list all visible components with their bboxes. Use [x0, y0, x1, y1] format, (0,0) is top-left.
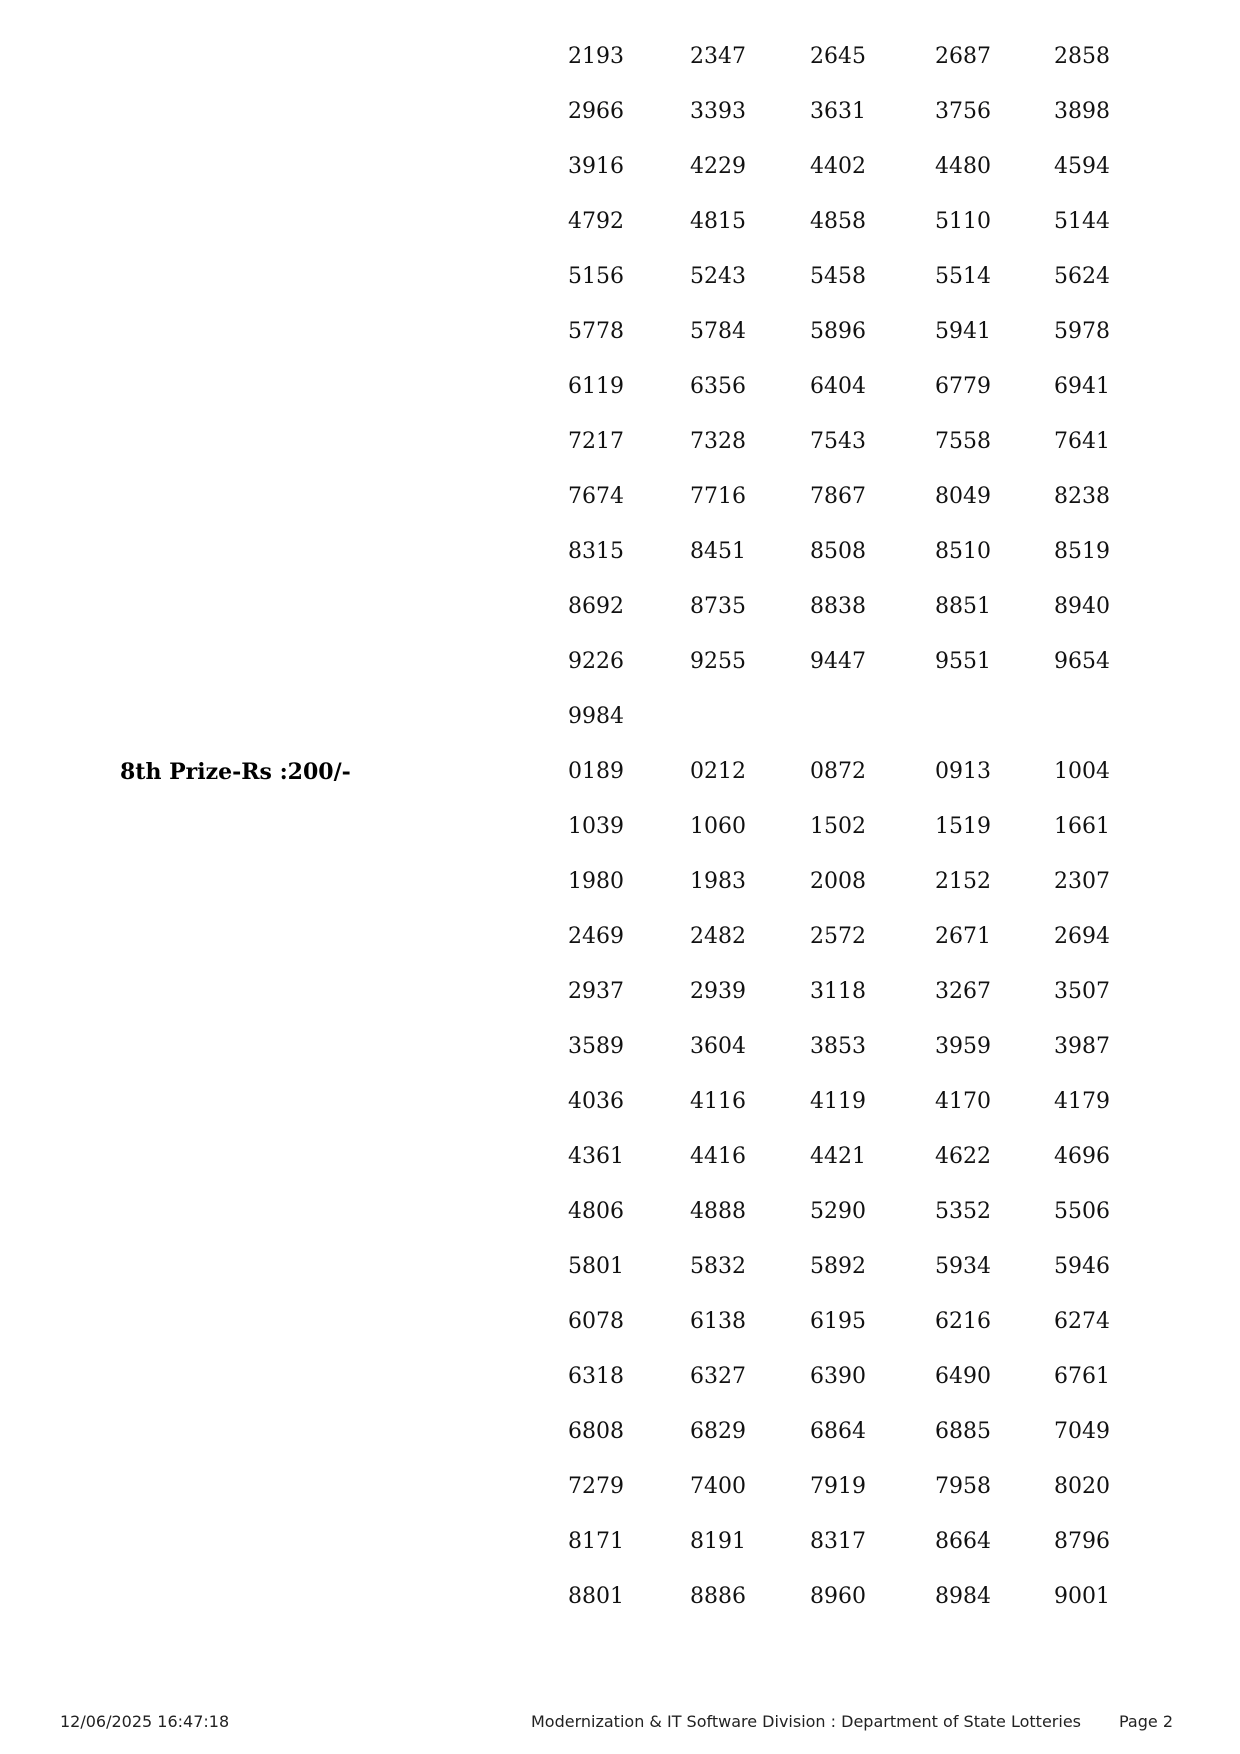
winning-number: 6138 [690, 1309, 746, 1334]
winning-number: 6119 [568, 374, 624, 399]
number-row [0, 1250, 1240, 1305]
winning-number: 8508 [810, 539, 866, 564]
number-row [0, 700, 1240, 755]
number-row [0, 150, 1240, 205]
number-row [0, 975, 1240, 1030]
number-row [0, 1360, 1240, 1415]
winning-number: 2152 [935, 869, 991, 894]
number-row [0, 370, 1240, 425]
winning-number: 6195 [810, 1309, 866, 1334]
winning-number: 2645 [810, 44, 866, 69]
winning-number: 2482 [690, 924, 746, 949]
winning-number: 7867 [810, 484, 866, 509]
winning-number: 8317 [810, 1529, 866, 1554]
prize-section [0, 755, 1240, 1635]
winning-number: 9001 [1054, 1584, 1110, 1609]
winning-number: 5778 [568, 319, 624, 344]
winning-number: 8692 [568, 594, 624, 619]
winning-number: 6274 [1054, 1309, 1110, 1334]
winning-number: 7958 [935, 1474, 991, 1499]
winning-number: 5896 [810, 319, 866, 344]
winning-number: 5784 [690, 319, 746, 344]
winning-number: 5506 [1054, 1199, 1110, 1224]
winning-number: 2937 [568, 979, 624, 1004]
winning-number: 9654 [1054, 649, 1110, 674]
winning-number: 4792 [568, 209, 624, 234]
winning-number: 1980 [568, 869, 624, 894]
winning-number: 4696 [1054, 1144, 1110, 1169]
winning-number: 8984 [935, 1584, 991, 1609]
number-row [0, 1470, 1240, 1525]
winning-number: 9984 [568, 704, 624, 729]
winning-number: 4036 [568, 1089, 624, 1114]
number-row [0, 865, 1240, 920]
winning-number: 9226 [568, 649, 624, 674]
winning-number: 5156 [568, 264, 624, 289]
winning-number: 2939 [690, 979, 746, 1004]
winning-number: 1039 [568, 814, 624, 839]
number-row [0, 1415, 1240, 1470]
winning-numbers-list [0, 40, 1240, 1635]
winning-number: 4480 [935, 154, 991, 179]
winning-number: 7558 [935, 429, 991, 454]
winning-number: 2193 [568, 44, 624, 69]
footer-page-number: Page 2 [1119, 1712, 1173, 1731]
number-row [0, 645, 1240, 700]
winning-number: 5832 [690, 1254, 746, 1279]
winning-number: 1519 [935, 814, 991, 839]
winning-number: 4806 [568, 1199, 624, 1224]
winning-number: 8519 [1054, 539, 1110, 564]
winning-number: 7919 [810, 1474, 866, 1499]
winning-number: 3393 [690, 99, 746, 124]
winning-number: 4116 [690, 1089, 746, 1114]
winning-number: 4815 [690, 209, 746, 234]
winning-number: 4402 [810, 154, 866, 179]
winning-number: 2671 [935, 924, 991, 949]
footer-organization: Modernization & IT Software Division : Department of State Lotteries [531, 1712, 1081, 1731]
winning-number: 4119 [810, 1089, 866, 1114]
winning-number: 6808 [568, 1419, 624, 1444]
number-row [0, 1525, 1240, 1580]
winning-number: 4179 [1054, 1089, 1110, 1114]
winning-number: 8020 [1054, 1474, 1110, 1499]
winning-number: 3898 [1054, 99, 1110, 124]
number-row [0, 810, 1240, 865]
number-row [0, 480, 1240, 535]
winning-number: 5801 [568, 1254, 624, 1279]
winning-number: 5892 [810, 1254, 866, 1279]
winning-number: 3756 [935, 99, 991, 124]
winning-number: 3507 [1054, 979, 1110, 1004]
winning-number: 7049 [1054, 1419, 1110, 1444]
winning-number: 4229 [690, 154, 746, 179]
number-row [0, 95, 1240, 150]
winning-number: 5946 [1054, 1254, 1110, 1279]
winning-number: 2469 [568, 924, 624, 949]
winning-number: 7641 [1054, 429, 1110, 454]
winning-number: 7400 [690, 1474, 746, 1499]
number-row [0, 260, 1240, 315]
winning-number: 6829 [690, 1419, 746, 1444]
winning-number: 8664 [935, 1529, 991, 1554]
winning-number: 5144 [1054, 209, 1110, 234]
winning-number: 6490 [935, 1364, 991, 1389]
winning-number: 2347 [690, 44, 746, 69]
winning-number: 6941 [1054, 374, 1110, 399]
winning-number: 7674 [568, 484, 624, 509]
winning-number: 8451 [690, 539, 746, 564]
winning-number: 8191 [690, 1529, 746, 1554]
winning-number: 0913 [935, 759, 991, 784]
winning-number: 6885 [935, 1419, 991, 1444]
winning-number: 1661 [1054, 814, 1110, 839]
winning-number: 5624 [1054, 264, 1110, 289]
winning-number: 7328 [690, 429, 746, 454]
winning-number: 3987 [1054, 1034, 1110, 1059]
winning-number: 5514 [935, 264, 991, 289]
winning-number: 3916 [568, 154, 624, 179]
number-row [0, 205, 1240, 260]
winning-number: 2858 [1054, 44, 1110, 69]
winning-number: 2687 [935, 44, 991, 69]
winning-number: 8851 [935, 594, 991, 619]
winning-number: 2307 [1054, 869, 1110, 894]
prize-section [0, 40, 1240, 755]
winning-number: 8510 [935, 539, 991, 564]
winning-number: 7716 [690, 484, 746, 509]
number-row [0, 1030, 1240, 1085]
prize-heading: 8th Prize-Rs :200/- [120, 759, 351, 785]
winning-number: 8735 [690, 594, 746, 619]
winning-number: 6078 [568, 1309, 624, 1334]
winning-number: 5352 [935, 1199, 991, 1224]
winning-number: 3604 [690, 1034, 746, 1059]
winning-number: 4416 [690, 1144, 746, 1169]
number-row [0, 1085, 1240, 1140]
winning-number: 1060 [690, 814, 746, 839]
winning-number: 4361 [568, 1144, 624, 1169]
winning-number: 7543 [810, 429, 866, 454]
winning-number: 8796 [1054, 1529, 1110, 1554]
number-row [0, 315, 1240, 370]
winning-number: 6216 [935, 1309, 991, 1334]
number-row [0, 1195, 1240, 1250]
number-row [0, 425, 1240, 480]
winning-number: 4622 [935, 1144, 991, 1169]
winning-number: 0872 [810, 759, 866, 784]
winning-number: 6356 [690, 374, 746, 399]
number-row [0, 40, 1240, 95]
winning-number: 6318 [568, 1364, 624, 1389]
winning-number: 5458 [810, 264, 866, 289]
winning-number: 8049 [935, 484, 991, 509]
winning-number: 3267 [935, 979, 991, 1004]
winning-number: 6761 [1054, 1364, 1110, 1389]
winning-number: 5978 [1054, 319, 1110, 344]
number-row [0, 1140, 1240, 1195]
winning-number: 6779 [935, 374, 991, 399]
number-row [0, 920, 1240, 975]
winning-number: 5934 [935, 1254, 991, 1279]
winning-number: 0189 [568, 759, 624, 784]
winning-number: 4594 [1054, 154, 1110, 179]
winning-number: 2694 [1054, 924, 1110, 949]
winning-number: 1983 [690, 869, 746, 894]
winning-number: 1502 [810, 814, 866, 839]
winning-number: 4421 [810, 1144, 866, 1169]
winning-number: 5290 [810, 1199, 866, 1224]
winning-number: 7279 [568, 1474, 624, 1499]
winning-number: 4858 [810, 209, 866, 234]
winning-number: 9447 [810, 649, 866, 674]
footer-timestamp: 12/06/2025 16:47:18 [60, 1712, 230, 1731]
winning-number: 1004 [1054, 759, 1110, 784]
winning-number: 8838 [810, 594, 866, 619]
winning-number: 9551 [935, 649, 991, 674]
winning-number: 3959 [935, 1034, 991, 1059]
winning-number: 5243 [690, 264, 746, 289]
winning-number: 4888 [690, 1199, 746, 1224]
winning-number: 6390 [810, 1364, 866, 1389]
winning-number: 3118 [810, 979, 866, 1004]
winning-number: 0212 [690, 759, 746, 784]
winning-number: 5941 [935, 319, 991, 344]
winning-number: 4170 [935, 1089, 991, 1114]
winning-number: 2008 [810, 869, 866, 894]
winning-number: 3853 [810, 1034, 866, 1059]
number-row [0, 535, 1240, 590]
winning-number: 2572 [810, 924, 866, 949]
winning-number: 6864 [810, 1419, 866, 1444]
winning-number: 8801 [568, 1584, 624, 1609]
winning-number: 8238 [1054, 484, 1110, 509]
number-row [0, 1305, 1240, 1360]
number-row [0, 590, 1240, 645]
winning-number: 8315 [568, 539, 624, 564]
winning-number: 8940 [1054, 594, 1110, 619]
winning-number: 3631 [810, 99, 866, 124]
winning-number: 8960 [810, 1584, 866, 1609]
winning-number: 3589 [568, 1034, 624, 1059]
winning-number: 7217 [568, 429, 624, 454]
page-footer [0, 1712, 1240, 1736]
winning-number: 2966 [568, 99, 624, 124]
winning-number: 8886 [690, 1584, 746, 1609]
winning-number: 6404 [810, 374, 866, 399]
winning-number: 5110 [935, 209, 991, 234]
number-row [0, 1580, 1240, 1635]
winning-number: 9255 [690, 649, 746, 674]
winning-number: 8171 [568, 1529, 624, 1554]
number-row [0, 755, 1240, 810]
winning-number: 6327 [690, 1364, 746, 1389]
